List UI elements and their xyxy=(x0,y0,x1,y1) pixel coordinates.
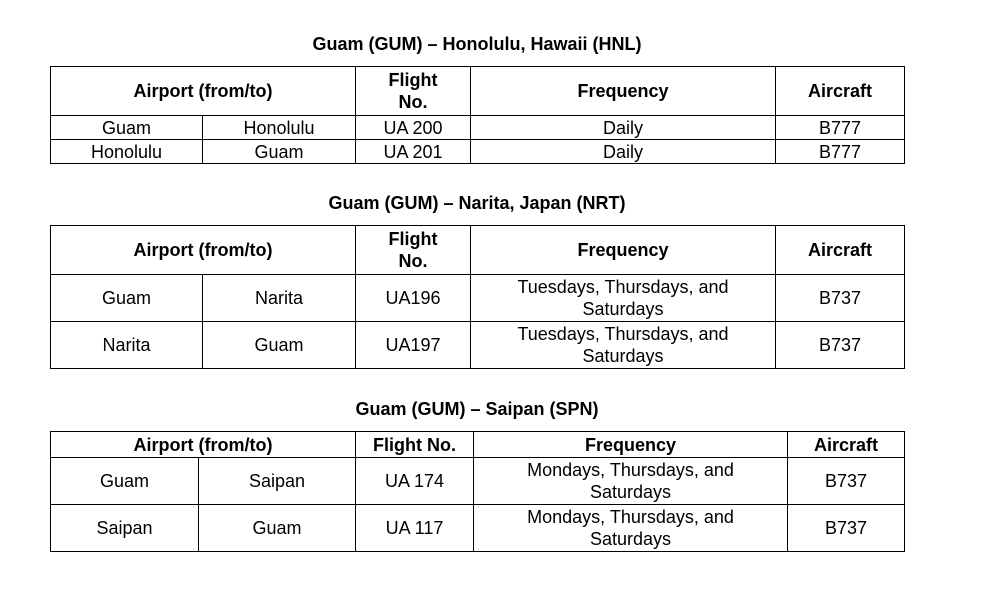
table-row xyxy=(51,458,905,505)
table-row xyxy=(51,505,905,552)
cell-to: Honolulu xyxy=(203,116,356,140)
table-header-row xyxy=(51,226,905,275)
table-row xyxy=(51,275,905,322)
cell-aircraft: B737 xyxy=(776,322,905,369)
cell-frequency: Mondays, Thursdays, and Saturdays xyxy=(474,505,788,552)
cell-aircraft: B737 xyxy=(776,275,905,322)
section-title-saipan: Guam (GUM) – Saipan (SPN) xyxy=(355,399,599,419)
header-aircraft: Aircraft xyxy=(788,432,905,458)
cell-frequency: Daily xyxy=(471,140,776,164)
cell-from: Saipan xyxy=(51,505,199,552)
schedule-table-narita xyxy=(50,225,905,369)
cell-flight: UA 117 xyxy=(356,505,474,552)
cell-to: Saipan xyxy=(199,458,356,505)
cell-from: Guam xyxy=(51,458,199,505)
cell-frequency: Mondays, Thursdays, and Saturdays xyxy=(474,458,788,505)
table-row xyxy=(51,140,905,164)
cell-frequency: Tuesdays, Thursdays, and Saturdays xyxy=(471,275,776,322)
cell-to: Guam xyxy=(203,322,356,369)
header-frequency: Frequency xyxy=(471,226,776,275)
section-title-narita: Guam (GUM) – Narita, Japan (NRT) xyxy=(328,193,626,213)
header-aircraft: Aircraft xyxy=(776,226,905,275)
cell-flight: UA197 xyxy=(356,322,471,369)
cell-flight: UA 174 xyxy=(356,458,474,505)
cell-flight: UA 200 xyxy=(356,116,471,140)
cell-from: Guam xyxy=(51,116,203,140)
cell-from: Narita xyxy=(51,322,203,369)
table-row xyxy=(51,116,905,140)
cell-aircraft: B777 xyxy=(776,140,905,164)
header-frequency: Frequency xyxy=(471,67,776,116)
cell-flight: UA 201 xyxy=(356,140,471,164)
header-flight-no: Flight No. xyxy=(356,432,474,458)
header-airport: Airport (from/to) xyxy=(51,226,356,275)
schedule-table-honolulu xyxy=(50,66,905,164)
cell-to: Narita xyxy=(203,275,356,322)
section-title-honolulu: Guam (GUM) – Honolulu, Hawaii (HNL) xyxy=(312,34,642,54)
header-flight-no: Flight No. xyxy=(356,226,471,275)
cell-frequency: Tuesdays, Thursdays, and Saturdays xyxy=(471,322,776,369)
table-header-row xyxy=(51,432,905,458)
cell-to: Guam xyxy=(203,140,356,164)
cell-aircraft: B737 xyxy=(788,458,905,505)
cell-from: Honolulu xyxy=(51,140,203,164)
table-header-row xyxy=(51,67,905,116)
header-frequency: Frequency xyxy=(474,432,788,458)
cell-to: Guam xyxy=(199,505,356,552)
schedule-table-saipan xyxy=(50,431,905,552)
cell-flight: UA196 xyxy=(356,275,471,322)
cell-aircraft: B777 xyxy=(776,116,905,140)
header-airport: Airport (from/to) xyxy=(51,67,356,116)
cell-from: Guam xyxy=(51,275,203,322)
table-row xyxy=(51,322,905,369)
header-aircraft: Aircraft xyxy=(776,67,905,116)
header-airport: Airport (from/to) xyxy=(51,432,356,458)
cell-aircraft: B737 xyxy=(788,505,905,552)
header-flight-no: Flight No. xyxy=(356,67,471,116)
cell-frequency: Daily xyxy=(471,116,776,140)
